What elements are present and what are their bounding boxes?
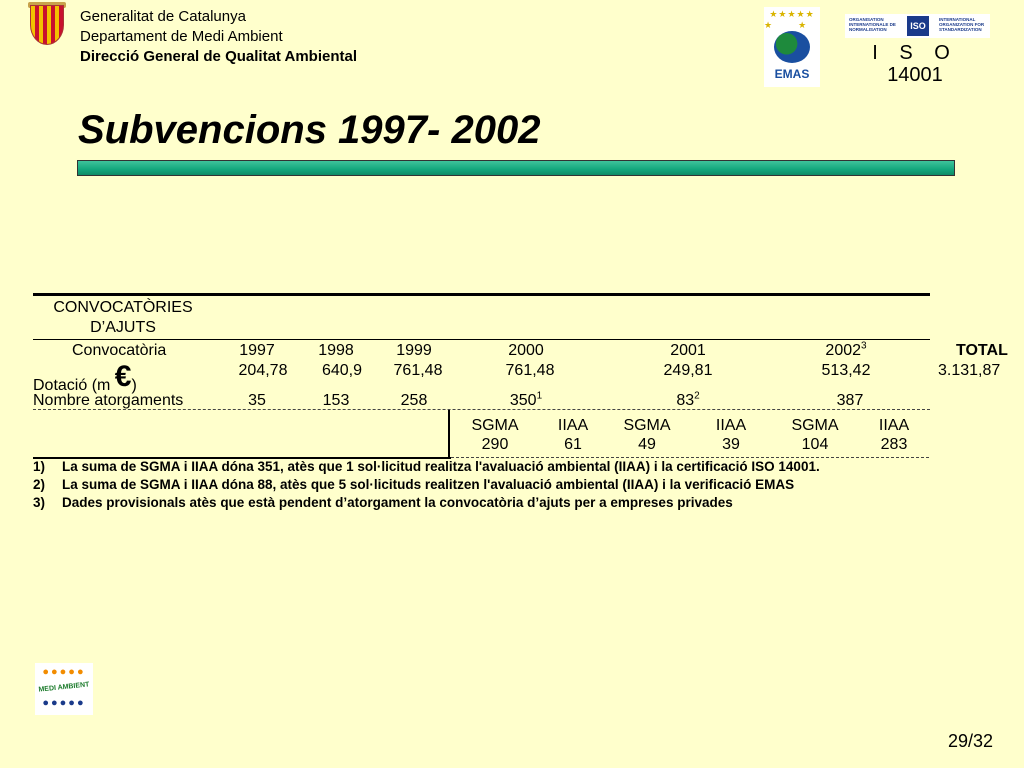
footnote-2-num: 2)	[33, 477, 46, 492]
dotacio-suffix: )	[131, 377, 137, 394]
footnote-3-num: 3)	[33, 495, 46, 510]
medi-ambient-logo	[35, 663, 93, 715]
page-title: Subvencions 1997- 2002	[78, 108, 541, 152]
nombre-cell: 387	[836, 392, 864, 409]
dotacio-cell: 204,78	[238, 362, 288, 379]
dotacio-cell: 761,48	[505, 362, 555, 379]
year-cell: 2001	[670, 342, 706, 359]
breakdown-header: SGMA	[791, 417, 839, 434]
year-cell-2002	[814, 341, 878, 360]
footnote-3-text: Dades provisionals atès que està pendent d’atorgament la convocatòria d’ajuts per a empreses privades	[62, 495, 733, 510]
breakdown-value: 104	[801, 436, 829, 453]
iso-logo-banner	[845, 14, 990, 38]
breakdown-separator	[448, 410, 450, 458]
nombre-2001-text: 83	[676, 392, 695, 409]
dotacio-total: 3.131,87	[938, 362, 1001, 379]
footnote-ref-2: 2	[694, 390, 700, 402]
footnote-2-text: La suma de SGMA i IIAA dóna 88, atès que 5 sol·licituds realitzen l'avaluació ambiental (IIAA) i la verificació EMAS	[62, 477, 795, 492]
footnote-1-num: 1)	[33, 459, 46, 474]
dotacio-prefix: Dotació (m	[33, 377, 115, 394]
footnote-ref-1: 1	[536, 390, 543, 402]
year-cell: 2000	[508, 342, 544, 359]
breakdown-header: IIAA	[557, 417, 589, 434]
row-label-convocatoria: Convocatòria	[72, 342, 167, 359]
iso-org-right-text: INTERNATIONAL ORGANIZATION FOR STANDARDIZATION	[939, 17, 985, 32]
euro-icon: €	[114, 360, 132, 393]
year-cell: 1999	[396, 342, 432, 359]
emas-label: EMAS	[774, 67, 810, 81]
breakdown-value: 39	[722, 436, 740, 453]
medi-dots-top-icon: ●●●●●	[42, 666, 86, 678]
nombre-cell: 258	[400, 392, 428, 409]
dotacio-cell: 640,9	[321, 362, 363, 379]
total-header: TOTAL	[956, 342, 1008, 359]
org-line-departament: Departament de Medi Ambient	[80, 28, 283, 45]
table-top-rule	[33, 293, 930, 296]
iso-logo-icon: ISO	[907, 16, 929, 36]
dotacio-cell: 513,42	[821, 362, 871, 379]
medi-ambient-label: MEDI AMBIENT	[38, 681, 90, 694]
eu-stars-side-icon: ★★	[764, 20, 833, 30]
breakdown-header: SGMA	[623, 417, 671, 434]
section-header-line2: D’AJUTS	[90, 319, 156, 336]
breakdown-value: 290	[481, 436, 509, 453]
breakdown-value: 49	[638, 436, 656, 453]
iso-label: I S O	[872, 42, 958, 64]
page-number: 29/32	[948, 731, 994, 751]
year-cell: 1998	[318, 342, 354, 359]
nombre-cell-2001	[656, 391, 720, 410]
breakdown-header: SGMA	[471, 417, 519, 434]
table-header-rule	[33, 339, 930, 340]
section-header-line1: CONVOCATÒRIES	[53, 299, 193, 316]
org-line-direccio: Direcció General de Qualitat Ambiental	[80, 48, 358, 65]
nombre-cell: 153	[322, 392, 350, 409]
footnote-1-text: La suma de SGMA i IIAA dóna 351, atès que 1 sol·licitud realitza l'avaluació ambiental (IIAA) i la certificació ISO 14001.	[62, 459, 820, 474]
emas-symbol-icon	[774, 31, 810, 63]
breakdown-value: 61	[564, 436, 582, 453]
year-2002-text: 2002	[825, 342, 862, 359]
title-underline-bar	[77, 160, 955, 176]
nombre-cell-2000	[494, 391, 558, 410]
breakdown-header: IIAA	[715, 417, 747, 434]
breakdown-header: IIAA	[878, 417, 910, 434]
emas-logo	[764, 7, 833, 87]
org-line-generalitat: Generalitat de Catalunya	[80, 8, 246, 25]
footnote-ref-3: 3	[861, 340, 867, 352]
dotacio-cell: 249,81	[663, 362, 713, 379]
medi-dots-bottom-icon: ●●●●●	[42, 697, 86, 709]
iso-number: 14001	[887, 64, 943, 86]
catalonia-shield-icon	[30, 5, 64, 45]
nombre-cell: 35	[248, 392, 266, 409]
year-cell: 1997	[239, 342, 275, 359]
nombre-2000-text: 350	[509, 392, 537, 409]
row-label-nombre: Nombre atorgaments	[33, 392, 184, 409]
eu-stars-icon: ★★★★★	[769, 9, 815, 19]
iso-org-left-text: ORGANISATION INTERNATIONALE DE NORMALISATION	[849, 17, 896, 32]
breakdown-value: 283	[880, 436, 908, 453]
dotacio-cell: 761,48	[393, 362, 443, 379]
